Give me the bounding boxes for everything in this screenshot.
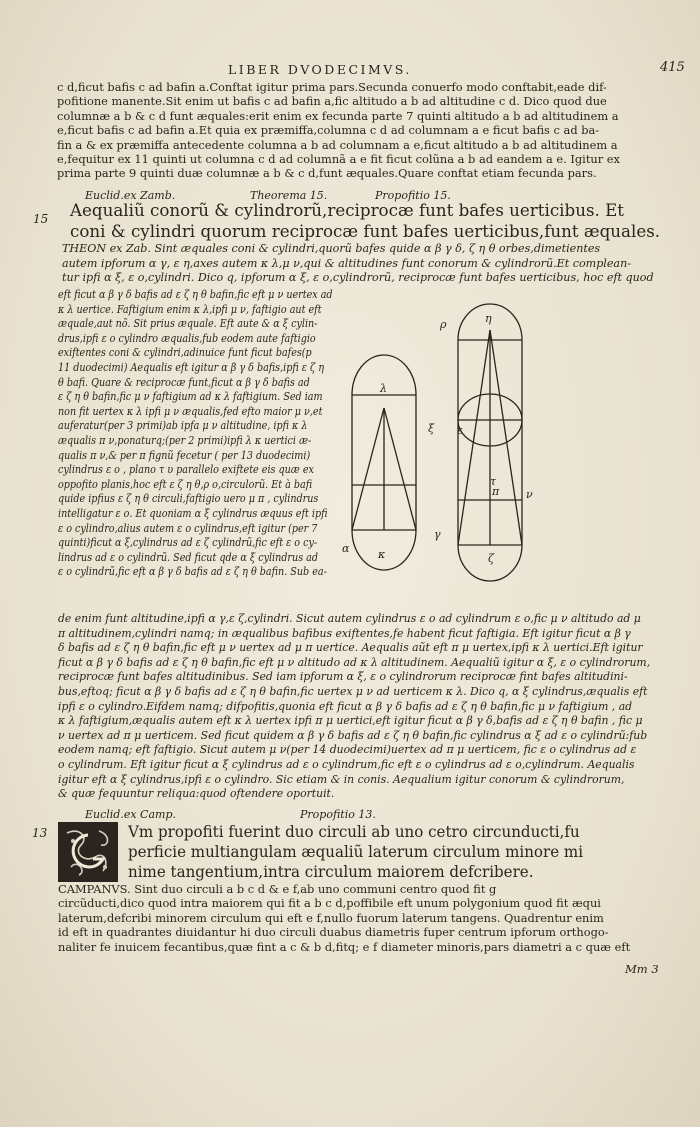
text-line: tur ipfi α ξ, ε ο,cylindri. Dico q, ipforum α ξ, ε ο,cylindrorũ, reciprocæ funt bafes uerticibus, hoc eft quod [62,271,654,285]
text-line: drus,ipfi ε ο cylindro æqualis,fub eodem aute faftigio [58,331,316,345]
text-line: reciprocæ funt bafes altitudinibus. Sed iam ipforum α ξ, ε ο cylindrorum reciprocæ fint bafes altitudini- [58,670,628,684]
right-cone-edge [458,330,490,545]
margin-number-15: 15 [33,212,49,226]
heading-line: coni & cylindri quorum reciprocæ funt bafes uerticibus,funt æquales. [70,222,661,242]
narrow-column-text [58,288,333,580]
text-line: quinti)ficut α ξ,cylindrus ad ε ζ cylindrũ,fic eft ε ο cy- [58,536,318,550]
text-line: intelligatur ε ο. Et quoniam α ξ cylindrus æquus eft ipfi [58,506,328,520]
text-line: ficut α β γ δ bafis ad ε ζ η θ bafin,fic eft μ ν altitudo ad κ λ altitudinem. Aequaliũ igitur α ξ, ε ο cylindrorum, [58,655,651,669]
source-label-zamberti: Euclid.ex Zamb. [85,189,176,202]
text-line: κ λ faftigium,æqualis autem eft κ λ uertex ipfi π μ uertici,eft igitur ficut α β γ δ,bafis ad ε ζ η θ bafin , fic μ [58,714,643,728]
left-cone-edge [384,408,416,530]
text-line: eft ficut α β γ δ bafis ad ε ζ η θ bafin,fic eft μ ν uertex ad [58,288,333,301]
label-epsilon: ε [457,424,463,437]
proposition-13-heading [128,822,583,882]
decorated-initial-icon [58,822,118,882]
text-line: eodem namq; eft faftigio. Sicut autem μ ν(per 14 duodecimi)uertex ad π μ uerticem, fic ε ο cylindrus ad ε [58,743,637,757]
text-line: id eft in quadrantes diuidantur hi duo circuli duabus diametris fuper centrum ipforum orthogo- [58,925,609,940]
text-line: laterum,defcribi minorem circulum qui eft e f,nullo fuorum laterum tangens. Quadrentur enim [58,910,604,925]
theorem-label: Theorema 15. [250,189,328,202]
heading-line: nime tangentium,intra circulum maiorem defcribere. [128,862,534,881]
text-line: naliter fe inuicem fecantibus,quæ fint a c & b d,fitq; e f diameter minoris,pars diametri a c quæ eft [58,939,631,954]
text-line: exiftentes coni & cylindri,adinuice funt ficut bafes(p [58,346,312,360]
wide-column-text [58,612,650,802]
label-eta: η [485,312,492,325]
label-nu: ν [526,488,533,501]
text-line: ε ο cylindrũ,fic eft α β γ δ bafis ad ε ζ η θ bafin. Sub ea- [58,565,327,579]
text-line: π altitudinem,cylindri namq; in æqualibus bafibus exiftentes,fe habent ficut faftigia. Eft igitur ficut α β γ [58,626,631,640]
text-line: ε ζ η θ bafin,fic μ ν faftigium ad κ λ faftigium. Sed iam [58,390,323,404]
text-line: e,ficut bafis c ad bafin a.Et quia ex præmiffa,columna c d ad columnam a e ficut bafis c ad ba- [57,123,600,138]
label-lambda: λ [380,382,387,395]
text-line: κ λ uertice. Faftigium enim κ λ,ipfi μ ν, faftigio aut eft [58,302,322,316]
text-line: circũducti,dico quod intra maiorem qui fit a b c d,poffibile eft unum polygonium quod fit æqui [58,896,601,911]
cone-cylinder-figure [340,300,570,600]
right-cone-edge [490,330,522,545]
label-gamma: γ [434,528,441,541]
label-kappa: κ [378,548,386,561]
text-line: igitur eft α ξ cylindrus,ipfi ε ο cylindro. Sic etiam & in conis. Aequalium igitur conorum & cylindrorum, [58,772,625,786]
label-xi: ξ [428,422,435,435]
proposition-label-13: Propofitio 13. [300,808,376,821]
text-line: autem ipforum α γ, ε η,axes autem κ λ,μ ν,qui & altitudines funt conorum & cylindrorũ.Et complean- [62,256,631,270]
text-line: oppofito planis,hoc eft ε ζ η θ,ρ ο,circulorũ. Et à bafi [58,477,313,491]
text-line: c d,ficut bafis c ad bafin a.Conftat igitur prima pars.Secunda conuerfo modo conftabit,eade dif- [57,80,607,94]
heading-line: perficie multiangulam æqualiũ laterum circulum minore mi [128,842,584,861]
text-line: cylindrus ε ο , plano τ υ parallelo exiftete eis quæ ex [58,463,314,477]
campanus-paragraph [58,882,630,954]
text-line: non fit uertex κ λ ipfi μ ν æqualis,fed efto maior μ ν,et [58,404,323,418]
label-rho: ρ [440,318,447,331]
text-line: pofitione manente.Sit enim ut bafis c ad bafin a,fic altitudo a b ad altitudine c d. Dico quod due [57,94,607,109]
text-line: fin a & ex præmiffa antecedente columna a b ad columnam a e,ficut altitudo a b ad altitudinem a [57,137,618,152]
text-line: lindrus ad ε ο cylindrũ. Sed ficut qde α ξ cylindrus ad [58,550,319,564]
catchword: Mm 3 [625,962,659,976]
left-cone-edge [352,408,384,530]
label-tau: τ [490,475,497,488]
proposition-15-heading [70,201,660,243]
text-line: bus,eftoq; ficut α β γ δ bafis ad ε ζ η θ bafin,fic uertex μ ν ad uerticem κ λ. Dico q, α ξ cylindrus,æqualis eft [58,684,648,698]
page-number: 415 [660,60,685,75]
text-line: δ bafis ad ε ζ η θ bafin,fic eft μ ν uertex ad μ π uertice. Aequalis aũt eft π μ uertex,ipfi κ λ uertici.Eft igitur [58,641,643,655]
running-header [0,60,700,80]
margin-number-13: 13 [32,826,48,840]
text-line: THEON ex Zab. Sint æquales coni & cylindri,quorũ bafes quide α β γ δ, ζ η θ orbes,dimetientes [62,242,601,255]
source-label-campanus: Euclid.ex Camp. [85,808,177,821]
heading-line: Aequaliũ conorũ & cylindrorũ,reciprocæ funt bafes uerticibus. Et [70,201,625,221]
theon-paragraph [62,242,654,286]
text-line: qualis π ν,& per π fignũ fecetur ( per 13 duodecimi) [58,448,311,462]
text-line: æquale,aut nõ. Sit prius æquale. Eft aute & α ξ cylin- [58,317,318,331]
text-line: & quæ fequuntur reliqua:quod oftendere oportuit. [58,787,335,801]
text-line: prima parte 9 quinti duæ columnæ a b & c d,funt æquales.Quare conftat etiam fecunda pars. [57,166,597,181]
text-line: ε ο cylindro,alius autem ε ο cylindrus,eft igitur (per 7 [58,521,318,535]
proposition-label-15: Propofitio 15. [375,189,451,202]
text-line: CAMPANVS. Sint duo circuli a b c d & e f,ab uno communi centro quod fit g [58,882,497,896]
heading-line: Vm propofiti fuerint duo circuli ab uno cetro circunducti,fu [128,822,580,841]
text-line: ο cylindrum. Eft igitur ficut α ξ cylindrus ad ε ο cylindrum,fic eft ε ο cylindrus ad ε ο,cylindrum. Aequalis [58,757,635,771]
label-zeta: ζ [488,552,494,565]
label-pi: π [492,485,500,498]
text-line: æqualis π ν,ponaturq;(per 2 primi)ipfi λ κ uertici æ- [58,433,312,447]
text-line: auferatur(per 3 primi)ab ipfa μ ν altitudine, ipfi κ λ [58,419,308,433]
label-alpha: α [342,542,350,555]
text-line: de enim funt altitudine,ipfi α γ,ε ζ,cylindri. Sicut autem cylindrus ε ο ad cylindrum ε ο,fic μ ν altitudo ad μ [58,612,641,625]
text-line: ipfi ε ο cylindro.Eifdem namq; difpofitis,quonia eft ficut α β γ δ bafis ad ε ζ η θ bafin,fic μ ν faftigium , ad [58,699,633,713]
text-line: columnæ a b & c d funt æquales:erit enim ex fecunda parte 7 quinti altitudo a b ad altitudinem a [57,108,619,123]
text-line: e,fequitur ex 11 quinti ut columna c d ad columnã a e fit ficut colũna a b ad eandem a e. Igitur ex [57,152,620,167]
text-line: ν uertex ad π μ uerticem. Sed ficut quidem α β γ δ bafis ad ε ζ η θ bafin,fic cylindrus α ξ ad ε ο cylindrũ:fub [58,728,648,742]
text-line: 11 duodecimi) Aequalis eft igitur α β γ δ bafis,ipfi ε ζ η [58,360,324,374]
text-line: quide ipfius ε ζ η θ circuli,faftigio uero μ π , cylindrus [58,492,319,506]
continuation-paragraph [57,80,620,181]
running-title: LIBER DVODECIMVS. [228,62,412,77]
text-line: θ bafi. Quare & reciprocæ funt,ficut α β γ δ bafis ad [58,375,310,389]
